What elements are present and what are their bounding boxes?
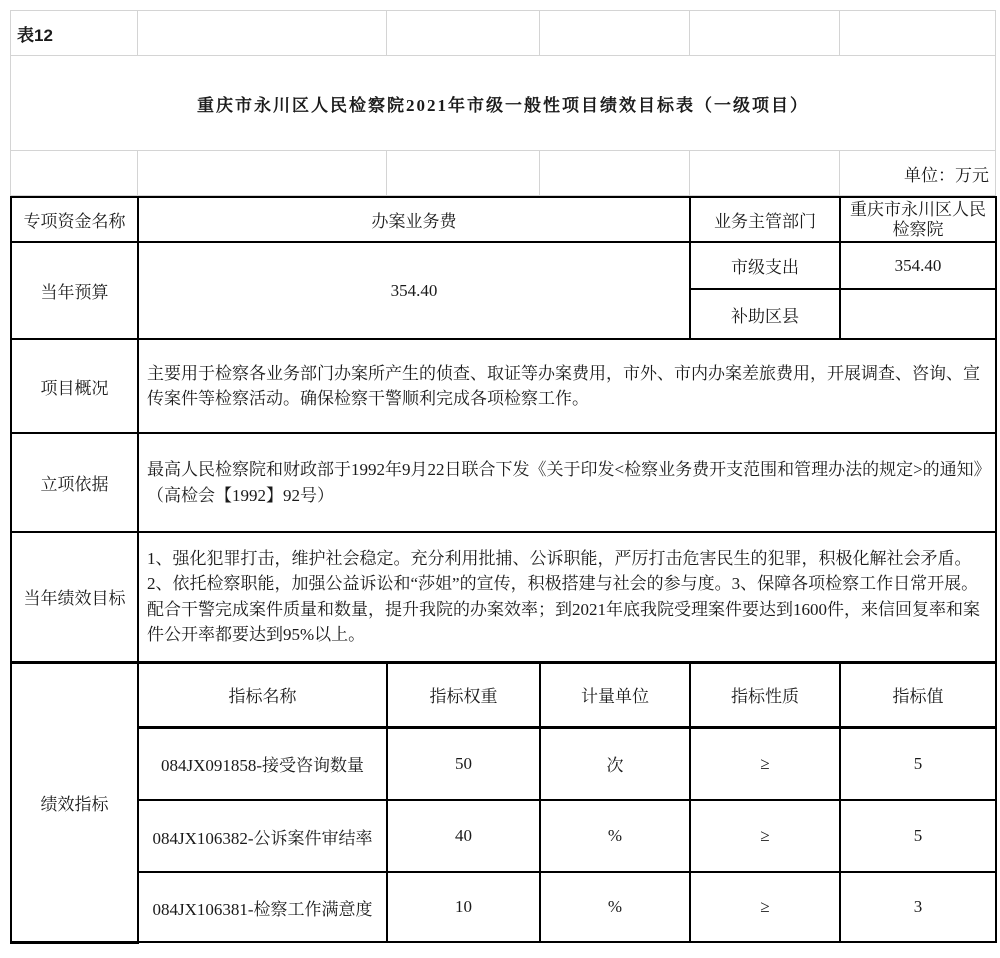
indicator-header-name: 指标名称 (138, 662, 387, 727)
city-expense-value: 354.40 (840, 242, 996, 289)
grid-cell (11, 151, 138, 196)
indicator-name: 084JX106382-公诉案件审结率 (138, 800, 387, 872)
indicator-header-row (11, 662, 996, 727)
dept-value: 重庆市永川区人民检察院 (840, 197, 996, 242)
indicator-header-weight: 指标权重 (387, 662, 540, 727)
indicator-nature: ≥ (690, 800, 840, 872)
indicator-value: 5 (840, 727, 996, 800)
fund-name-row (11, 197, 996, 242)
grid-cell (138, 151, 387, 196)
title-row (11, 56, 996, 151)
indicator-unit: % (540, 872, 690, 942)
dept-label: 业务主管部门 (690, 197, 840, 242)
indicator-name: 084JX091858-接受咨询数量 (138, 727, 387, 800)
grid-cell (387, 11, 540, 56)
indicator-weight: 50 (387, 727, 540, 800)
goal-row (11, 532, 996, 662)
budget-value: 354.40 (138, 242, 690, 339)
basis-value: 最高人民检察院和财政部于1992年9月22日联合下发《关于印发<检察业务费开支范围和管理办法的规定>的通知》（高检会【1992】92号） (138, 433, 996, 532)
grid-cell (840, 11, 996, 56)
goal-value: 1、强化犯罪打击，维护社会稳定。充分利用批捕、公诉职能，严厉打击危害民生的犯罪，积极化解社会矛盾。2、依托检察职能，加强公益诉讼和“莎姐”的宣传，积极搭建与社会的参与度。3、保障各项检察工作日常开展。配合干警完成案件质量和数量，提升我院的办案效率；到2021年底我院受理案件要达到1600件，来信回复率和案件公开率都要达到95%以上。 (138, 532, 996, 662)
indicator-weight: 10 (387, 872, 540, 942)
indicator-value: 5 (840, 800, 996, 872)
grid-cell (540, 11, 690, 56)
indicator-header-value: 指标值 (840, 662, 996, 727)
budget-label: 当年预算 (11, 242, 138, 339)
unit-row (11, 151, 996, 196)
indicator-value: 3 (840, 872, 996, 942)
indicator-nature: ≥ (690, 872, 840, 942)
grid-cell (540, 151, 690, 196)
basis-row (11, 433, 996, 532)
grid-cell (387, 151, 540, 196)
page-title: 重庆市永川区人民检察院2021年市级一般性项目绩效目标表（一级项目） (11, 56, 996, 151)
indicators-section-label: 绩效指标 (11, 662, 138, 942)
overview-label: 项目概况 (11, 339, 138, 433)
indicator-unit: % (540, 800, 690, 872)
sheet-label-row (11, 11, 996, 56)
overview-value: 主要用于检察各业务部门办案所产生的侦查、取证等办案费用，市外、市内办案差旅费用，开展调查、咨询、宣传案件等检察活动。确保检察干警顺利完成各项检察工作。 (138, 339, 996, 433)
budget-row (11, 242, 996, 289)
grid-cell (138, 11, 387, 56)
fund-name-value: 办案业务费 (138, 197, 690, 242)
goal-label: 当年绩效目标 (11, 532, 138, 662)
indicator-header-nature: 指标性质 (690, 662, 840, 727)
unit-note: 单位：万元 (840, 151, 996, 196)
grid-cell (690, 151, 840, 196)
indicator-header-unit: 计量单位 (540, 662, 690, 727)
fund-name-label: 专项资金名称 (11, 197, 138, 242)
basis-label: 立项依据 (11, 433, 138, 532)
indicator-row (11, 800, 996, 872)
indicator-name: 084JX106381-检察工作满意度 (138, 872, 387, 942)
indicator-nature: ≥ (690, 727, 840, 800)
indicator-weight: 40 (387, 800, 540, 872)
indicator-row (11, 872, 996, 942)
subsidy-value (840, 289, 996, 339)
city-expense-label: 市级支出 (690, 242, 840, 289)
overview-row (11, 339, 996, 433)
top-grid (10, 10, 996, 196)
main-table (10, 196, 997, 944)
grid-cell (690, 11, 840, 56)
indicator-row (11, 727, 996, 800)
subsidy-label: 补助区县 (690, 289, 840, 339)
indicator-unit: 次 (540, 727, 690, 800)
sheet-label: 表12 (11, 11, 138, 56)
